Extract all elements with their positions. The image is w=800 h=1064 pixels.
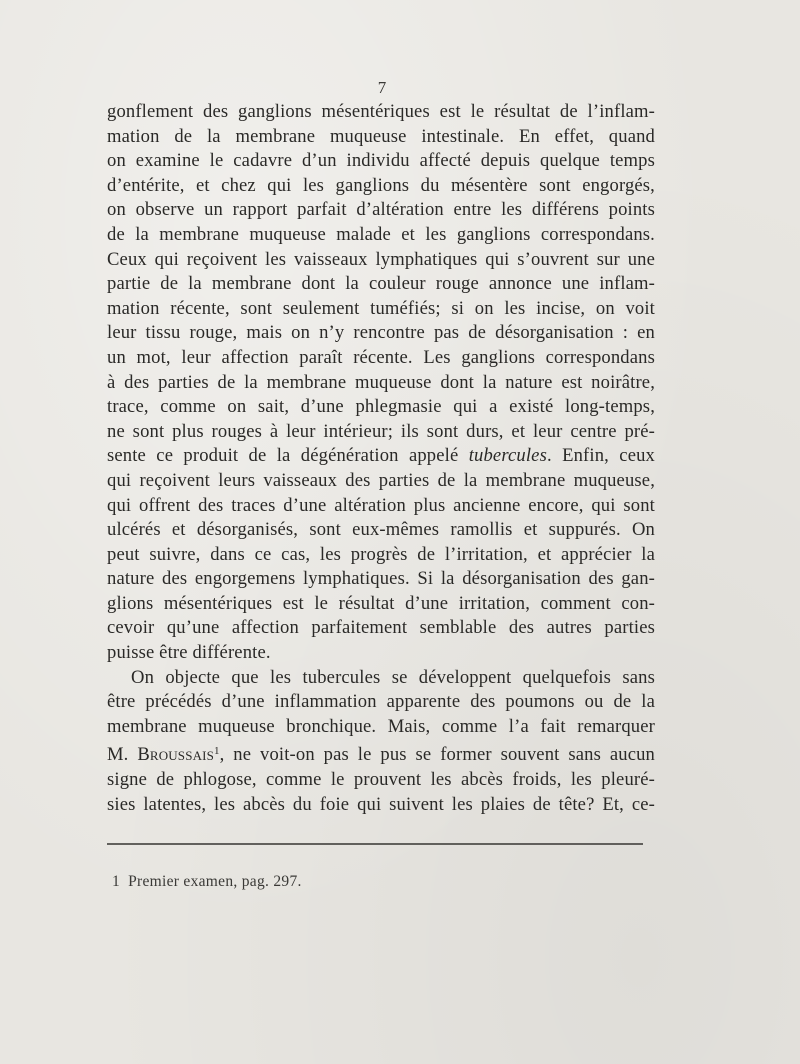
text-segment: , ne voit-on pas le pus se former souvent sans aucun bbox=[219, 744, 655, 766]
text-line: On objecte que les tubercules se développent quelquefois sans bbox=[131, 666, 655, 688]
text-line: ulcérés et désorganisés, sont eux-mêmes ramollis et suppurés. On bbox=[107, 519, 655, 541]
text-line: cevoir qu’une affection parfaitement semblable des autres parties bbox=[107, 617, 655, 639]
text-line: d’entérite, et chez qui les ganglions du mésentère sont engorgés, bbox=[107, 174, 655, 196]
footnote-ref[interactable]: 1 bbox=[213, 745, 220, 758]
text-segment: sente ce produit de la dégénération appelé bbox=[107, 445, 469, 467]
italic-term: tubercules bbox=[468, 445, 547, 467]
text-line: ne sont plus rouges à leur intérieur; ils sont durs, et leur centre pré- bbox=[107, 420, 655, 442]
text-line: on observe un rapport parfait d’altération entre les différens points bbox=[107, 199, 655, 221]
text-line: sies latentes, les abcès du foie qui suivent les plaies de tête? Et, ce- bbox=[107, 793, 655, 815]
footnote-text: Premier examen, pag. 297. bbox=[128, 873, 302, 890]
text-line: être précédés d’une inflammation apparente des poumons ou de la bbox=[107, 691, 655, 713]
text-line: de la membrane muqueuse malade et les ganglions correspondans. bbox=[107, 223, 655, 245]
text-line: peut suivre, dans ce cas, les progrès de l’irritation, et apprécier la bbox=[107, 543, 655, 565]
text-line bbox=[107, 739, 655, 768]
text-line: signe de phlogose, comme le prouvent les abcès froids, les pleuré- bbox=[107, 769, 655, 791]
text-line: glions mésentériques est le résultat d’une irritation, comment con- bbox=[107, 592, 655, 614]
paragraph-2 bbox=[107, 666, 655, 818]
text-line: partie de la membrane dont la couleur rouge annonce une inflam- bbox=[107, 273, 655, 295]
text-line: nature des engorgemens lymphatiques. Si la désorganisation des gan- bbox=[107, 568, 655, 590]
footnote-divider bbox=[107, 843, 643, 845]
text-line bbox=[107, 444, 655, 469]
text-line: gonflement des ganglions mésentériques est le résultat de l’inflam- bbox=[107, 101, 655, 122]
text-line: leur tissu rouge, mais on n’y rencontre pas de désorganisation : en bbox=[107, 322, 655, 344]
text-line: qui reçoivent leurs vaisseaux des parties de la membrane muqueuse, bbox=[107, 469, 655, 491]
text-segment: M. bbox=[107, 744, 138, 766]
text-line: mation de la membrane muqueuse intestinale. En effet, quand bbox=[107, 125, 655, 147]
text-line: à des parties de la membrane muqueuse dont la nature est noirâtre, bbox=[107, 371, 655, 393]
page-number: 7 bbox=[377, 78, 387, 97]
text-line: membrane muqueuse bronchique. Mais, comme l’a fait remarquer bbox=[107, 715, 655, 737]
text-line: qui offrent des traces d’une altération plus ancienne encore, qui sont bbox=[107, 494, 655, 516]
text-line: trace, comme on sait, d’une phlegmasie qui a existé long-temps, bbox=[107, 396, 655, 418]
body-text bbox=[107, 100, 655, 817]
text-line: on examine le cadavre d’un individu affecté depuis quelque temps bbox=[107, 150, 655, 172]
footnote bbox=[112, 873, 302, 891]
text-line: puisse être différente. bbox=[107, 642, 271, 664]
author-name: Broussais bbox=[137, 744, 214, 766]
paragraph-1 bbox=[107, 100, 655, 666]
text-segment: . Enfin, ceux bbox=[546, 445, 656, 467]
text-line: mation récente, sont seulement tuméfiés; si on les incise, on voit bbox=[107, 297, 655, 319]
text-line: un mot, leur affection paraît récente. Les ganglions correspondans bbox=[107, 346, 655, 368]
footnote-number: 1 bbox=[112, 873, 121, 890]
text-line: Ceux qui reçoivent les vaisseaux lymphatiques qui s’ouvrent sur une bbox=[107, 248, 655, 270]
